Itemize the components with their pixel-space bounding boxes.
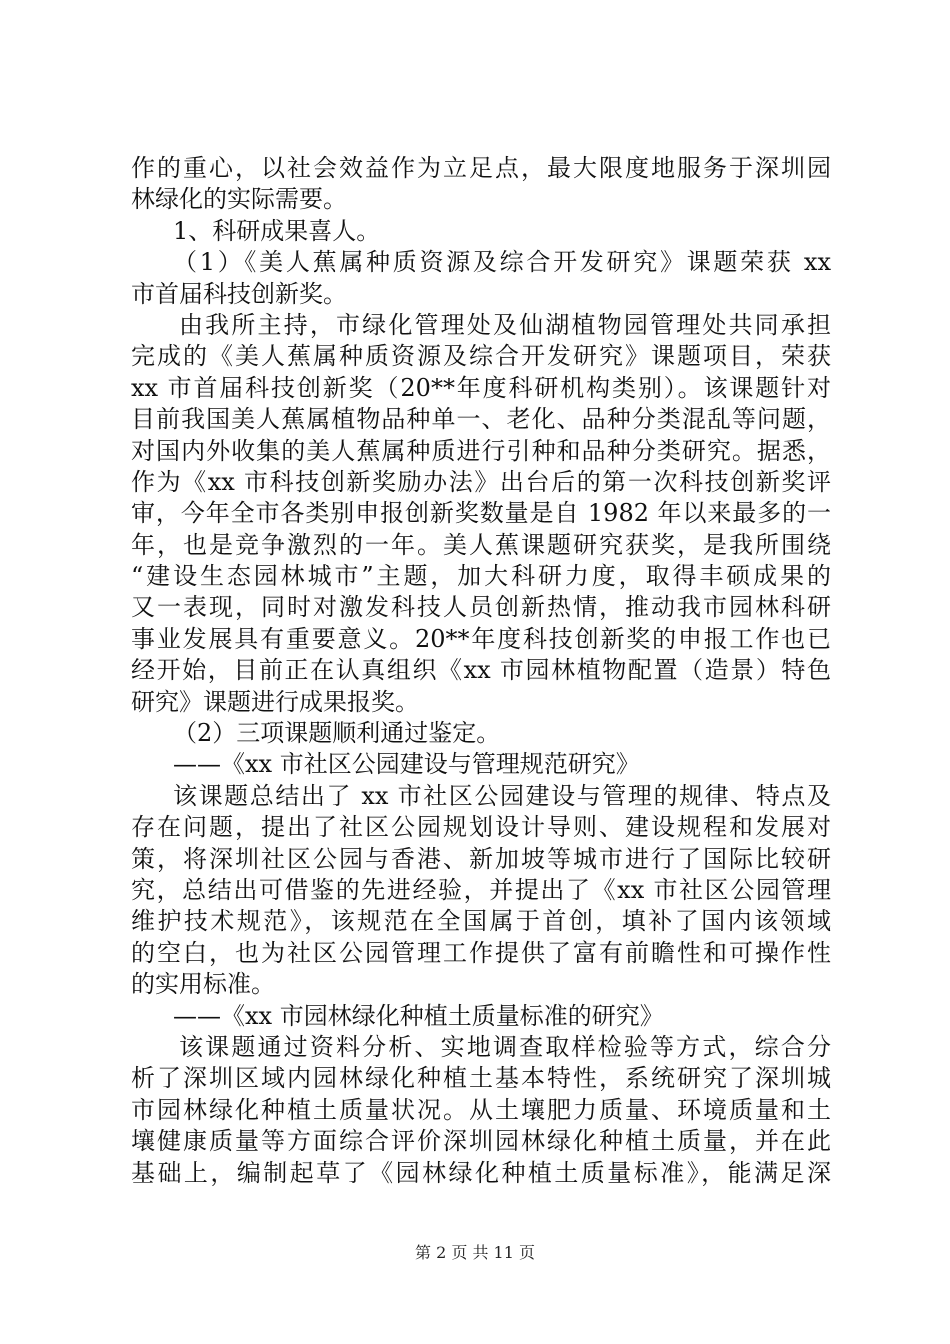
text-line: ——《xx 市园林绿化种植土质量标准的研究》 (173, 1001, 664, 1030)
text-line: 市园林绿化种植土质量状况。从土壤肥力质量、环境质量和土 (131, 1095, 831, 1124)
text-line: 又一表现，同时对激发科技人员创新热情，推动我市园林科研 (131, 593, 831, 622)
text-line: 对国内外收集的美人蕉属种质进行引种和品种分类研究。据悉， (131, 436, 831, 465)
text-line: 析了深圳区域内园林绿化种植土基本特性，系统研究了深圳城 (131, 1064, 831, 1093)
text-line: 该课题通过资料分析、实地调查取样检验等方式，综合分 (179, 1032, 831, 1061)
text-line: 1、科研成果喜人。 (173, 216, 381, 245)
page-footer: 第 2 页 共 11 页 (415, 1243, 535, 1262)
text-line: 基础上，编制起草了《园林绿化种植土质量标准》，能满足深 (131, 1158, 831, 1187)
text-line: 林绿化的实际需要。 (131, 185, 347, 214)
text-line: “建设生态园林城市”主题，加大科研力度，取得丰硕成果的 (131, 562, 831, 591)
text-line: 的实用标准。 (131, 970, 275, 999)
text-line: 作为《xx 市科技创新奖励办法》出台后的第一次科技创新奖评 (131, 467, 831, 496)
text-line: 该课题总结出了 xx 市社区公园建设与管理的规律、特点及 (173, 781, 831, 810)
body-text (131, 153, 831, 1189)
text-line: 策，将深圳社区公园与香港、新加坡等城市进行了国际比较研 (131, 844, 831, 873)
text-line: 究，总结出可借鉴的先进经验，并提出了《xx 市社区公园管理 (131, 875, 831, 904)
text-line: 年，也是竞争激烈的一年。美人蕉课题研究获奖，是我所围绕 (131, 530, 831, 559)
text-line: 审，今年全市各类别申报创新奖数量是自 1982 年以来最多的一 (131, 499, 831, 528)
text-line: ——《xx 市社区公园建设与管理规范研究》 (173, 750, 640, 779)
text-line: 经开始，目前正在认真组织《xx 市园林植物配置（造景）特色 (131, 656, 831, 685)
text-line: 壤健康质量等方面综合评价深圳园林绿化种植土质量，并在此 (131, 1127, 831, 1156)
text-line: 完成的《美人蕉属种质资源及综合开发研究》课题项目，荣获 (131, 342, 831, 371)
text-line: （2）三项课题顺利通过鉴定。 (173, 719, 501, 748)
text-line: 目前我国美人蕉属植物品种单一、老化、品种分类混乱等问题， (131, 405, 831, 434)
text-line: 事业发展具有重要意义。20**年度科技创新奖的申报工作也已 (131, 624, 831, 653)
text-line: 存在问题，提出了社区公园规划设计导则、建设规程和发展对 (131, 813, 831, 842)
text-line: 作的重心，以社会效益作为立足点，最大限度地服务于深圳园 (131, 154, 831, 182)
text-line: 由我所主持，市绿化管理处及仙湖植物园管理处共同承担 (179, 310, 831, 339)
text-line: xx 市首届科技创新奖（20**年度科研机构类别）。该课题针对 (131, 373, 831, 402)
text-line: 维护技术规范》，该规范在全国属于首创，填补了国内该领域 (131, 907, 831, 936)
text-line: 研究》课题进行成果报奖。 (131, 687, 419, 716)
text-line: 市首届科技创新奖。 (131, 279, 347, 308)
text-line: （1）《美人蕉属种质资源及综合开发研究》课题荣获 xx (173, 248, 831, 277)
text-line: 的空白，也为社区公园管理工作提供了富有前瞻性和可操作性 (131, 938, 831, 967)
